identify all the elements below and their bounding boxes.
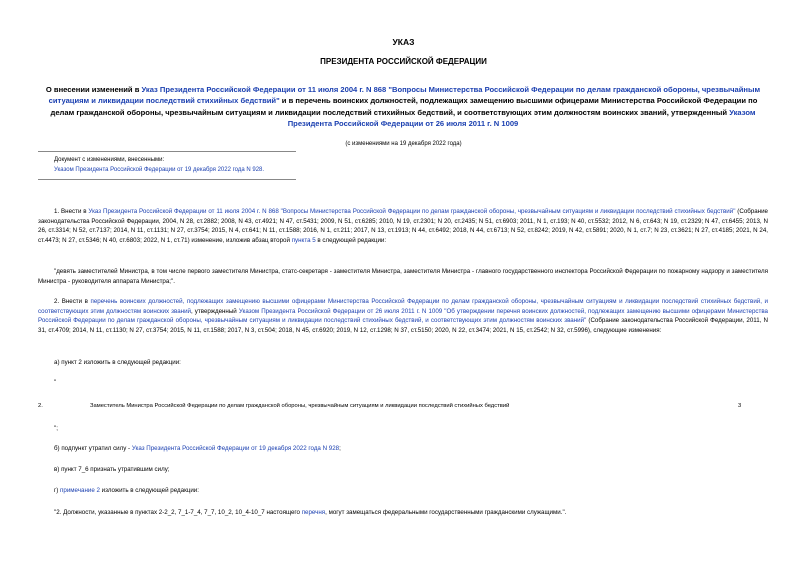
item-text: г) bbox=[54, 487, 61, 494]
title-link-decree-868[interactable]: Указ Президента Российской Федерации от 11 июля 2004 г. N 868 "Вопросы Министерства Российской Федерации по делам гражданской обороны, чрезвычайным ситуациям и ликвидации последствий стихийных бедствий" bbox=[48, 85, 761, 106]
open-quote: " bbox=[54, 379, 57, 386]
note-2-text bbox=[38, 508, 768, 518]
paragraph-text: , утвержденный bbox=[191, 307, 239, 315]
amendments-label: Документ с изменениями, внесенными: bbox=[54, 157, 165, 163]
item-text: б) подпункт утратил силу - bbox=[54, 445, 132, 452]
title-link-decree-1009[interactable]: Указом Президента Российской Федерации от 26 июля 2011 г. N 1009 bbox=[287, 107, 756, 129]
paragraph-text: 2. Внести в bbox=[54, 298, 91, 305]
quote-1: "девять заместителей Министра, в том числе первого заместителя Министра, статс-секретаря - заместителя Министра, заместителя Министра - главного государственного инспектора Российской Федерации по пожарному надзору и заместителя Министра - руководителя аппарата Министра;". bbox=[38, 268, 768, 285]
item-text: ; bbox=[339, 445, 341, 452]
note-text: "2. Должности, указанные в пунктах 2-2_2, 7_1-7_4, 7_7, 10_2, 10_4-10_7 настоящего bbox=[54, 509, 302, 516]
title-text: и в перечень воинских должностей, подлежащих замещению высшими офицерами Министерства Российской Федерации по делам гражданской обороны, чрезвычайным ситуациям и ликвидации последствий стихийных бедствий, и соответствующих этим должностям воинских званий, утвержденный bbox=[50, 96, 758, 117]
note-text: , могут замещаться федеральными государственными гражданскими служащими.". bbox=[325, 509, 567, 516]
item-g bbox=[38, 486, 768, 496]
link-list-positions[interactable]: перечень воинских должностей, подлежащих замещению высшими офицерами Министерства Российской Федерации по делам гражданской обороны, чрезвычайным ситуациям и ликвидации последствий стихийных бедствий, и соответствующих этим должностям воинских званий bbox=[38, 298, 768, 315]
paragraph-text: 1. Внести в bbox=[54, 208, 89, 215]
link-decree-928[interactable]: Указ Президента Российской Федерации от 19 декабря 2022 года N 928 bbox=[131, 445, 340, 452]
edition-note: (с изменениями на 19 декабря 2022 года) bbox=[345, 141, 462, 147]
link-point-5[interactable]: пункта 5 bbox=[291, 236, 316, 244]
decree-issuer: ПРЕЗИДЕНТА РОССИЙСКОЙ ФЕДЕРАЦИИ bbox=[320, 57, 487, 66]
link-note-2[interactable]: примечание 2 bbox=[60, 487, 100, 494]
row-number: 2. bbox=[38, 403, 43, 409]
document-title bbox=[38, 84, 768, 130]
item-text: изложить в следующей редакции: bbox=[99, 487, 199, 494]
item-a: а) пункт 2 изложить в следующей редакции: bbox=[54, 359, 181, 366]
decree-heading: УКАЗ bbox=[392, 37, 415, 47]
link-list[interactable]: перечня bbox=[301, 509, 326, 516]
paragraph-text: в следующей редакции: bbox=[315, 236, 387, 244]
amendments-box bbox=[38, 151, 296, 180]
paragraph-2 bbox=[38, 297, 768, 335]
amendment-link-928[interactable]: Указом Президента Российской Федерации от 19 декабря 2022 года N 928. bbox=[54, 166, 265, 173]
paragraph-1 bbox=[38, 207, 768, 245]
item-v: в) пункт 7_6 признать утратившим силу; bbox=[54, 466, 170, 473]
link-decree-868[interactable]: Указ Президента Российской Федерации от 11 июля 2004 г. N 868 "Вопросы Министерства Российской Федерации по делам гражданской обороны, чрезвычайным ситуациям и ликвидации последствий стихийных бедствий" bbox=[88, 208, 736, 215]
item-b bbox=[38, 444, 768, 454]
paragraph-text: (Собрание законодательства Российской Федерации, 2004, N 28, ст.2882; 2008, N 43, ст.4921; N 47, ст.5431; 2009, N 51, ст.6285; 2010, N 19, ст.2301; N 20, ст.2435; N 51, ст.6903; 2011, N 1, ст.193; N 40, ст.5532; 2012, N 6, ст.643; N 19, ст.2329; N 47, ст.6455; 2013, N 26, ст.3314; N 52, ст.7137; 2014, N 11, ст.1131; N 27, ст.3754; 2015, N 4, ст.641; N 11, ст.1588; 2016, N 1, ст.211; 2017, N 13, ст.1913; N 44, ст.6492; 2018, N 44, ст.6713; N 52, ст.8242; 2019, N 42, ст.5891; 2020, N 1, ст.7; N 23, ст.3621; N 27, ст.4185; 2021, N 24, ст.4473; N 27, ст.5346; N 40, ст.6803; 2022, N 1, ст.71) изменение, изложив абзац второй bbox=[38, 208, 768, 244]
paragraph-text: (Собрание законодательства Российской Федерации, 2011, N 31, ст.4709; 2014, N 11, ст.1130; N 27, ст.3754; 2015, N 11, ст.1588; 2017, N 3, ст.504; 2018, N 45, ст.6920; 2019, N 12, ст.1298; N 37, ст.5150; 2020, N 22, ст.3474; 2021, N 15, ст.2542; N 32, ст.5996), следующие изменения: bbox=[38, 317, 768, 334]
row-position: Заместитель Министра Российской Федерации по делам гражданской обороны, чрезвычайным ситуациям и ликвидации последствий стихийных бедствий bbox=[90, 403, 510, 409]
row-column-3: 3 bbox=[738, 403, 742, 409]
close-quote: "; bbox=[54, 425, 58, 432]
title-text: О внесении изменений в bbox=[45, 85, 142, 94]
link-decree-1009[interactable]: Указом Президента Российской Федерации от 26 июля 2011 г. N 1009 "Об утверждении перечня воинских должностей, подлежащих замещению высшими офицерами Министерства Российской Федерации по делам гражданской обороны, чрезвычайным ситуациям и ликвидации последствий стихийных бедствий, и соответствующих этим должностям воинских званий" bbox=[38, 307, 768, 325]
